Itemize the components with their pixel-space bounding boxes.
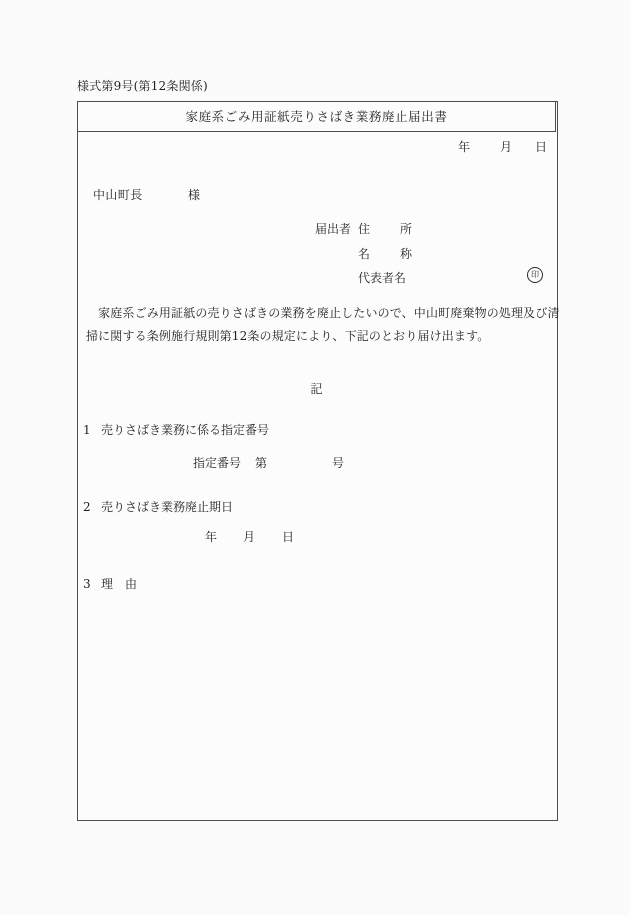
header-date-year-label: 年 <box>458 140 471 154</box>
declarant-address-label-left: 住 <box>358 222 371 236</box>
item-3-label: 理 由 <box>101 577 138 591</box>
abolition-date-day-label: 日 <box>282 530 295 544</box>
header-date-month-label: 月 <box>500 140 513 154</box>
designation-number-dai-label: 第 <box>255 456 268 470</box>
addressee-honorific: 様 <box>188 188 201 202</box>
record-heading: 記 <box>310 382 323 396</box>
designation-number-label: 指定番号 <box>193 456 242 470</box>
declarant-name-label-right: 称 <box>400 247 413 261</box>
form-number-label: 様式第9号(第12条関係) <box>77 79 208 93</box>
item-1-label: 売りさばき業務に係る指定番号 <box>101 423 270 437</box>
form-title: 家庭系ごみ用証紙売りさばき業務廃止届出書 <box>77 101 556 132</box>
body-paragraph-line-2: 掃に関する条例施行規則第12条の規定により、下記のとおり届け出ます。 <box>86 329 490 343</box>
item-1-number: 1 <box>83 423 91 437</box>
declarant-name-label-left: 名 <box>358 247 371 261</box>
abolition-date-year-label: 年 <box>205 530 218 544</box>
abolition-date-month-label: 月 <box>243 530 256 544</box>
declarant-label: 届出者 <box>315 222 352 236</box>
item-2-label: 売りさばき業務廃止期日 <box>101 500 234 514</box>
item-2-number: 2 <box>83 500 91 514</box>
item-3-number: 3 <box>83 577 91 591</box>
addressee-name: 中山町長 <box>93 188 143 202</box>
header-date-day-label: 日 <box>535 140 548 154</box>
designation-number-go-label: 号 <box>332 456 345 470</box>
declarant-address-label-right: 所 <box>400 222 413 236</box>
declarant-representative-label: 代表者名 <box>358 271 407 285</box>
form-border-box <box>77 101 558 821</box>
body-paragraph-line-1: 家庭系ごみ用証紙の売りさばきの業務を廃止したいので、中山町廃棄物の処理及び清 <box>86 306 560 320</box>
seal-mark-icon: 印 <box>527 267 543 283</box>
